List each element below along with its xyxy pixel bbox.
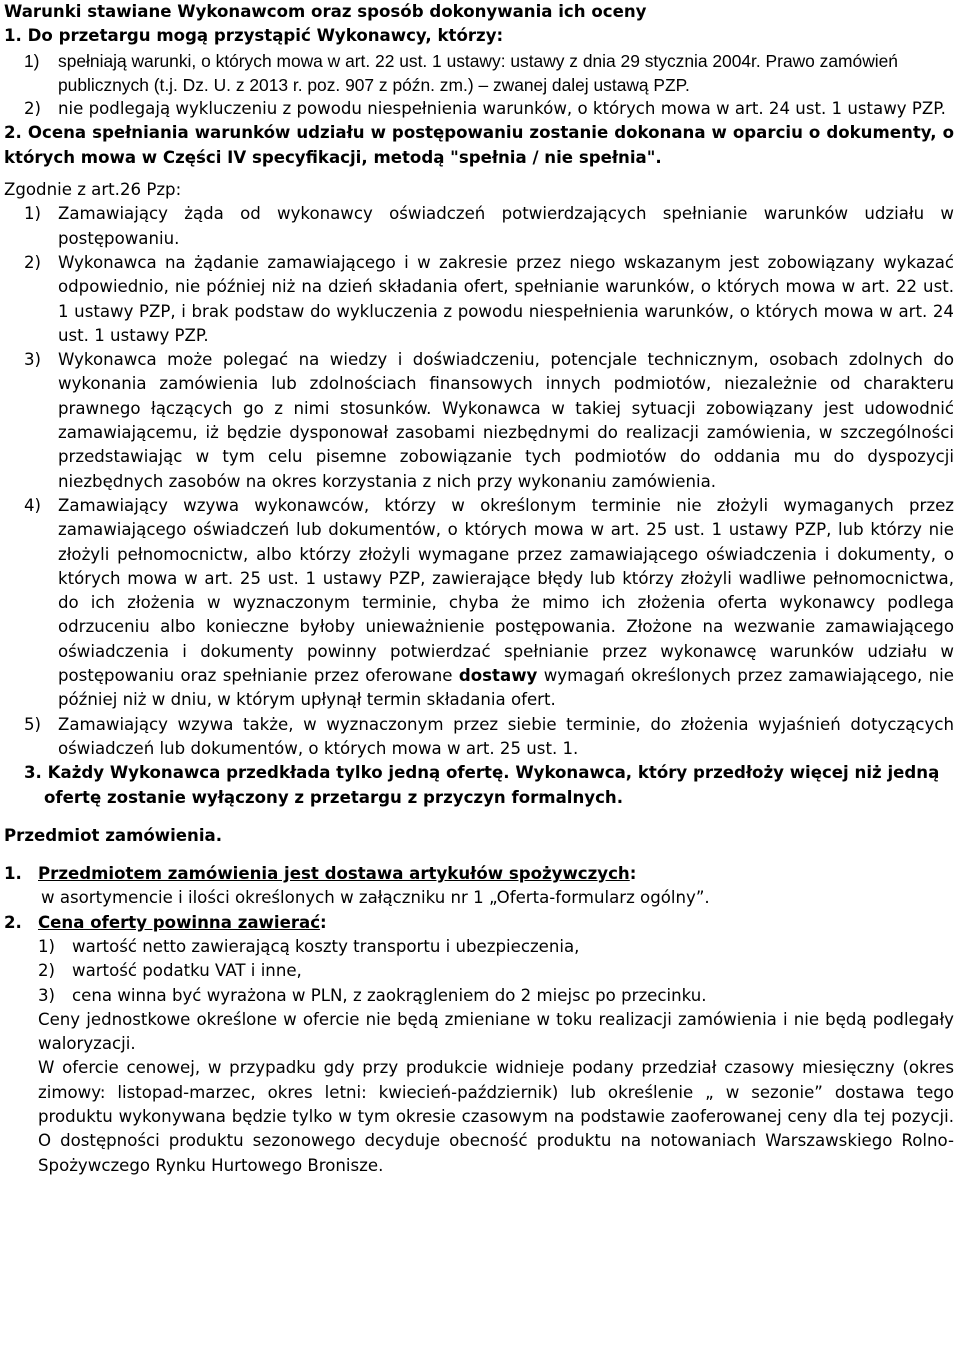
cena-item-3 [4, 984, 954, 1008]
item-number: 2) [24, 252, 42, 272]
item-number: 1) [38, 936, 56, 956]
section-heading-przedmiot: Przedmiot zamówienia. [4, 825, 223, 845]
cena-item-2 [4, 959, 954, 983]
sub-item-2 [4, 97, 954, 121]
document-page [4, 0, 954, 1178]
sub-item-text: spełniają warunki, o których mowa w art. 22 ust. 1 ustawy: ustawy z dnia 29 stycznia 2004r. Prawo zamówień publicznych (t.j. Dz. U. z 2013 r. poz. 907 z późn. zm.) – zwanej dalej ustawą PZP. [58, 50, 898, 95]
point-text: Każdy Wykonawca przedkłada tylko jedną ofertę. Wykonawca, który przedłoży więcej niż jedną ofertę zostanie wyłączony z przetargu z przyczyn formalnych. [44, 763, 940, 807]
point-text: Ocena spełniania warunków udziału w postępowaniu zostanie dokonana w oparciu o dokumenty, o których mowa w Części IV specyfikacji, metodą "spełnia / nie spełnia". [4, 123, 954, 167]
art26-item-3 [4, 348, 954, 494]
point-number: 2. [4, 123, 22, 143]
point-3 [4, 761, 954, 810]
point-number: 2. [4, 912, 22, 932]
oferta-cenowa-paragraph: W ofercie cenowej, w przypadku gdy przy produkcie widnieje podany przedział czasowy miesięczny (okres zimowy: listopad-marzec, okres letni: kwiecień-październik) lub określenie „ w sezonie” dostawa tego produktu wykonywana będzie tylko w tym okresie czasowym na podstawie zaoferowanej ceny dla tej pozycji. O dostępności produktu sezonowego decyduje obecność produktu na notowaniach Warszawskiego Rolno-Spożywczego Rynku Hurtowego Bronisze. [38, 1058, 954, 1175]
point-colon: : [320, 912, 327, 932]
item-number: 2) [38, 961, 56, 981]
item-text: Wykonawca może polegać na wiedzy i doświadczeniu, potencjale technicznym, osobach zdolnych do wykonania zamówienia lub zdolnościach finansowych innych podmiotów, niezależnie od charakteru prawnego łączących go z nimi stosunków. Wykonawca w takiej sytuacji zobowiązany jest udowodnić zamawiającemu, iż będzie dysponował zasobami niezbędnymi do realizacji zamówienia, w szczególności przedstawiając w tym celu pisemne zobowiązanie tych podmiotów do oddania mu do dyspozycji niezbędnych zasobów na okres korzystania z nich przy wykonaniu zamówienia. [58, 350, 954, 491]
sub-item-number: 2) [24, 99, 42, 119]
item-text: Zamawiający żąda od wykonawcy oświadczeń potwierdzających spełnianie warunków udziału w postępowaniu. [58, 204, 954, 248]
przedmiot-point-2 [4, 911, 954, 935]
ceny-jednostkowe-paragraph: Ceny jednostkowe określone w ofercie nie będą zmieniane w toku realizacji zamówienia i nie będą podlegały waloryzacji. [38, 1009, 954, 1054]
art26-item-2 [4, 251, 954, 348]
point-1 [4, 24, 954, 48]
item-number: 3) [24, 350, 42, 370]
art26-item-1 [4, 202, 954, 251]
point-number: 1. [4, 26, 22, 46]
item-text: Wykonawca na żądanie zamawiającego i w zakresie przez niego wskazanym jest zobowiązany wykazać odpowiednio, nie później niż na dzień składania ofert, spełnianie warunków, o których mowa w art. 22 ust. 1 ustawy PZP, i brak podstaw do wykluczenia z powodu niespełnienia warunków, o których mowa w art. 24 ust. 1 ustawy PZP. [58, 252, 954, 345]
section-heading-warunki: Warunki stawiane Wykonawcom oraz sposób dokonywania ich oceny [4, 2, 647, 21]
item-text: Zamawiający wzywa wykonawców, którzy w określonym terminie nie złożyli wymaganych przez zamawiającego oświadczeń lub dokumentów, o których mowa w art. 25 ust. 1 ustawy PZP, lub którzy nie złożyli pełnomocnictw, albo którzy złożyli wymagane przez zamawiającego oświadczenia i dokumenty, o których mowa w art. 25 ust. 1 ustawy PZP, zawierające błędy lub którzy złożyli wadliwe pełnomocnictwa, do ich złożenia w wyznaczonym terminie, chyba że mimo ich złożenia oferta wykonawcy podlega odrzuceniu albo konieczne byłoby unieważnienie postępowania. Złożone na wezwanie zamawiającego oświadczenia i dokumenty powinny potwierdzać spełnianie przez wykonawcę warunków udziału w postępowaniu oraz spełnianie przez oferowane [58, 495, 954, 686]
art26-item-5 [4, 713, 954, 762]
item-number: 4) [24, 495, 42, 515]
point-text: Do przetargu mogą przystąpić Wykonawcy, którzy: [27, 26, 504, 46]
item-number: 1) [24, 204, 42, 224]
point-2 [4, 121, 954, 170]
przedmiot-desc: w asortymencie i ilości określonych w załączniku nr 1 „Oferta-formularz ogólny”. [41, 888, 710, 908]
item-text: Zamawiający wzywa także, w wyznaczonym przez siebie terminie, do złożenia wyjaśnień dotyczących oświadczeń lub dokumentów, o których mowa w art. 25 ust. 1. [58, 714, 954, 758]
przedmiot-point-1 [4, 862, 954, 886]
art26-item-4 [4, 494, 954, 713]
item-text-bold: dostawy [458, 666, 538, 686]
point-number: 3. [24, 763, 42, 783]
point-colon: : [629, 864, 637, 884]
point-number: 1. [4, 864, 22, 884]
item-text: wymagań określonych przez zamawiającego, nie później niż w dniu, w którym upłynął termin składania ofert. [58, 666, 954, 710]
sub-item-number: 1) [24, 50, 40, 71]
item-number: 5) [24, 714, 42, 734]
zgodnie-label: Zgodnie z art.26 Pzp: [4, 180, 182, 200]
point-title: Cena oferty powinna zawierać [38, 912, 321, 932]
cena-item-1 [4, 935, 954, 959]
item-text: wartość netto zawierającą koszty transportu i ubezpieczenia, [72, 936, 580, 956]
item-number: 3) [38, 985, 56, 1005]
item-text: cena winna być wyrażona w PLN, z zaokrągleniem do 2 miejsc po przecinku. [72, 985, 707, 1005]
point-title: Przedmiotem zamówienia jest dostawa artykułów spożywczych [38, 864, 630, 884]
sub-item-1 [4, 49, 954, 98]
item-text: wartość podatku VAT i inne, [72, 961, 302, 981]
sub-item-text: nie podlegają wykluczeniu z powodu niespełnienia warunków, o których mowa w art. 24 ust. 1 ustawy PZP. [58, 99, 946, 119]
